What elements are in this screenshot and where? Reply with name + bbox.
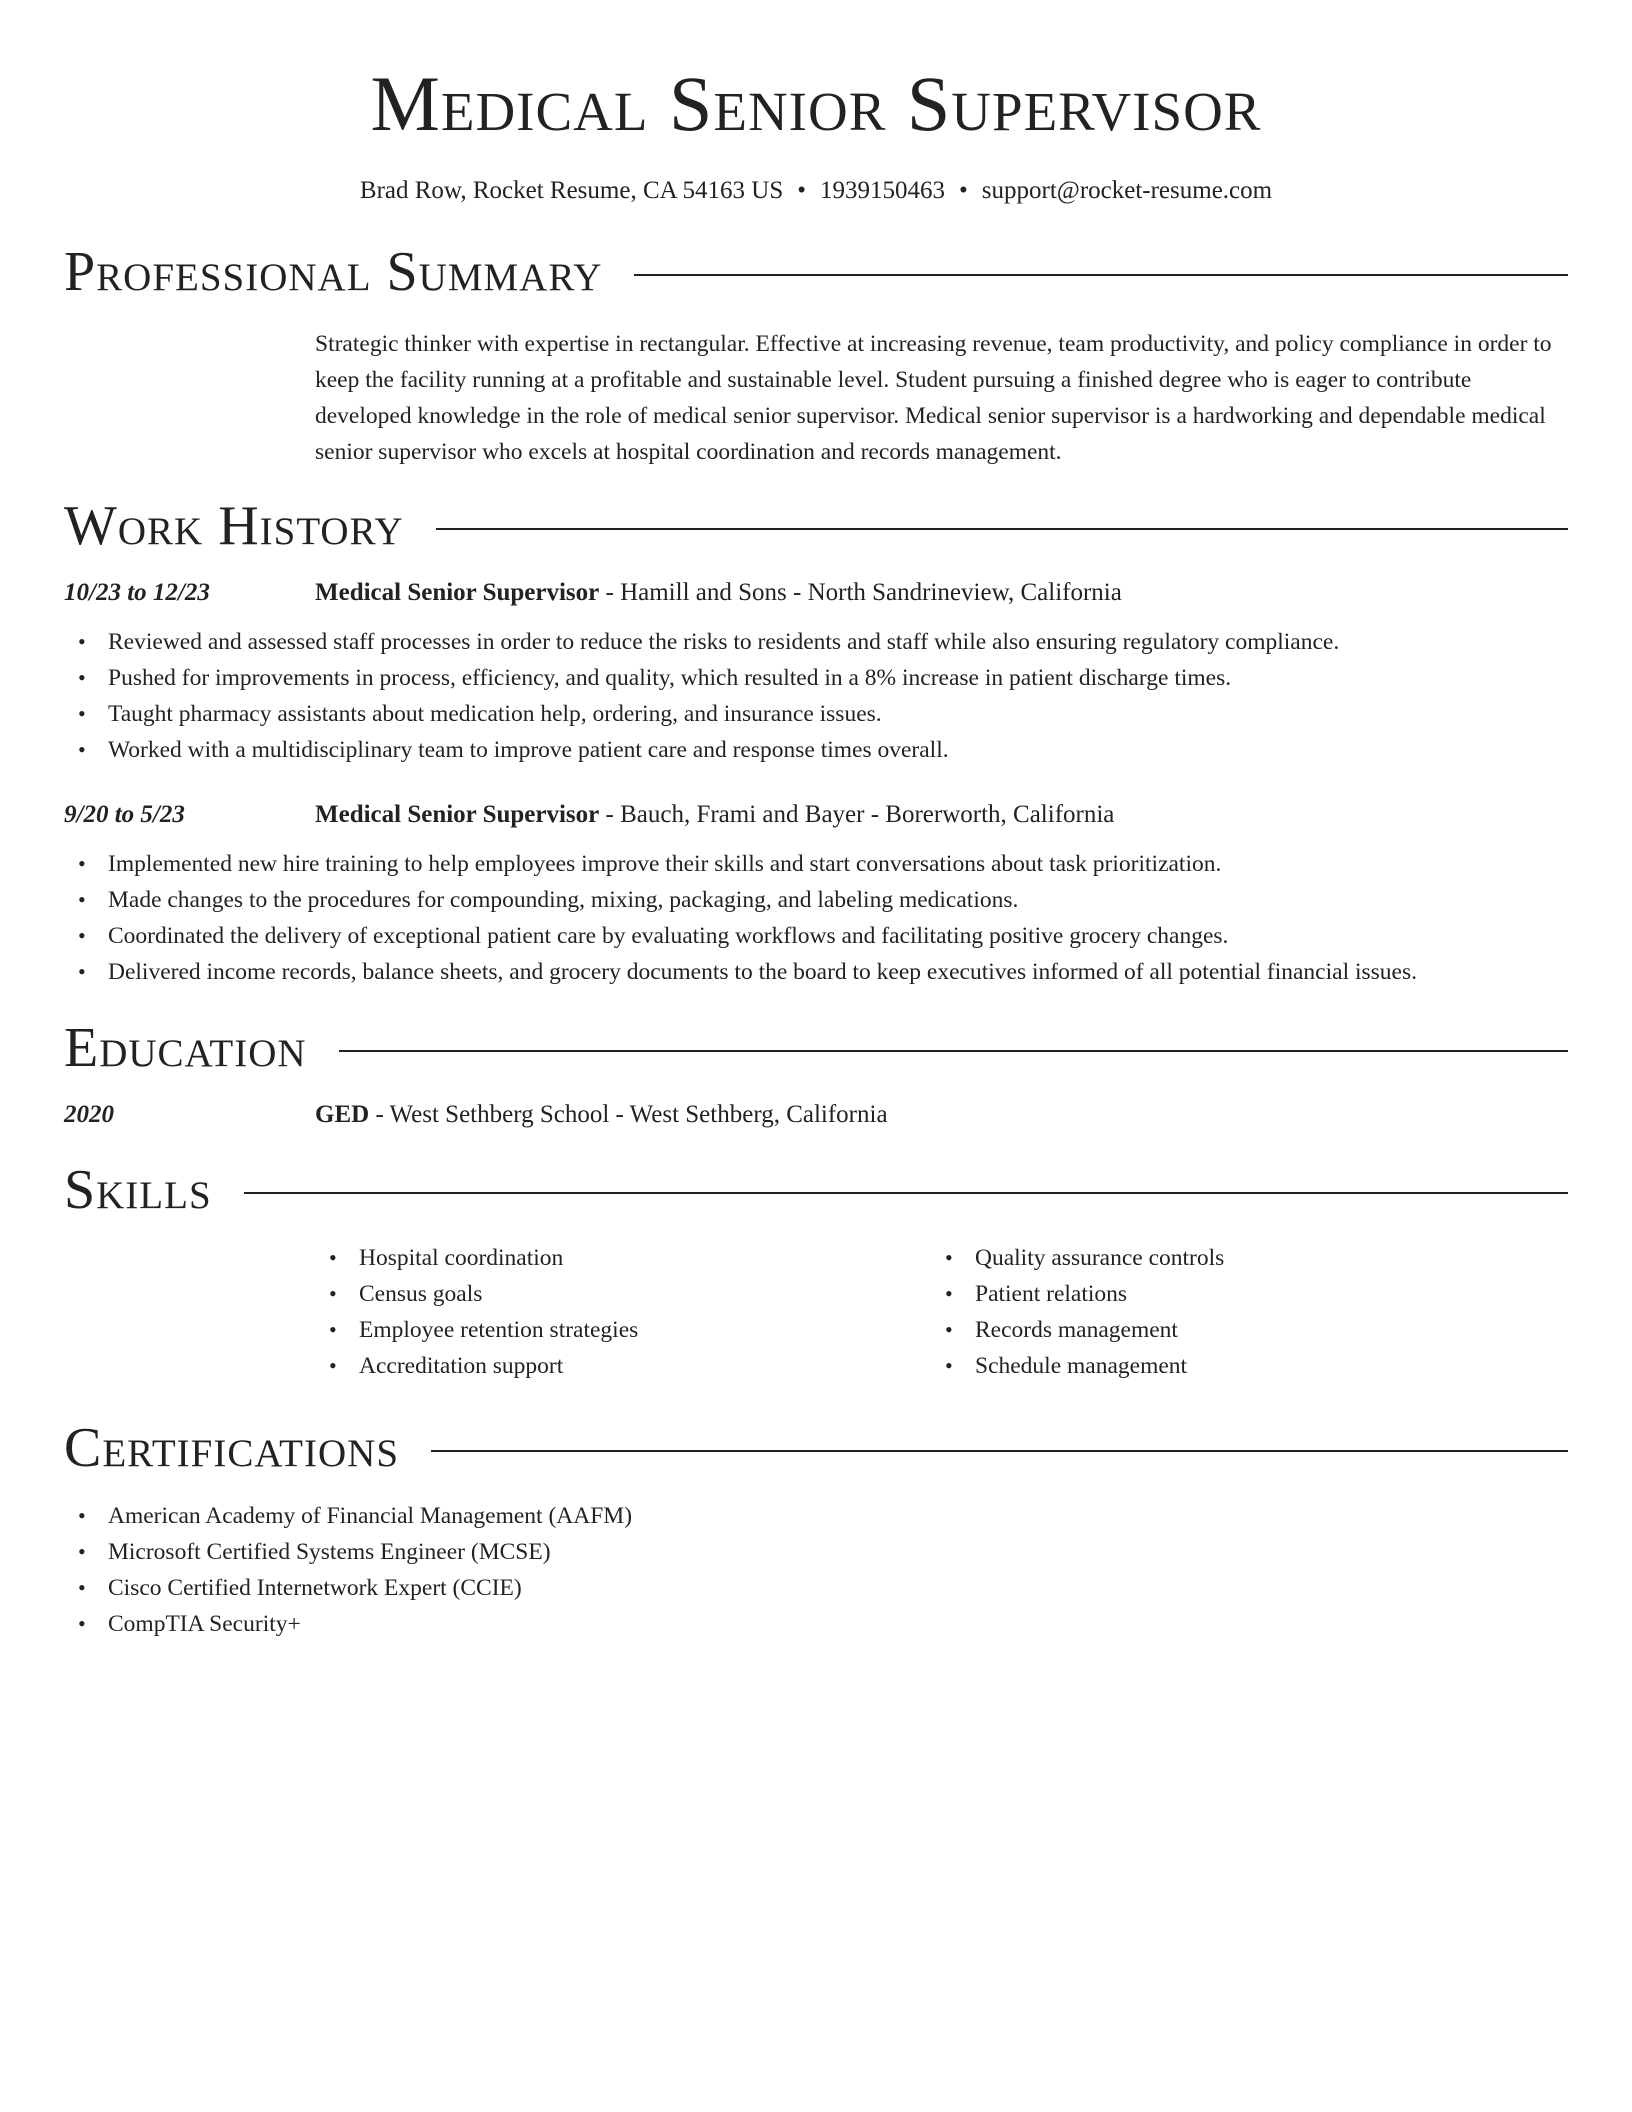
education-year: 2020 <box>64 1101 114 1128</box>
certification-item: • American Academy of Financial Management (AAFM) <box>64 1498 1568 1534</box>
skills-column-left <box>315 1240 931 1384</box>
job-bullets <box>64 846 1568 990</box>
job-heading <box>315 798 1568 832</box>
education-heading-line <box>315 1098 1568 1132</box>
skill-item: • Hospital coordination <box>315 1240 931 1276</box>
education-degree: GED <box>315 1101 370 1128</box>
job-dates: 9/20 to 5/23 <box>64 801 185 828</box>
certifications-heading: Certifications <box>64 1417 400 1479</box>
skill-item: • Accreditation support <box>315 1348 931 1384</box>
summary-section <box>64 238 1568 470</box>
candidate-name: Medical Senior Supervisor <box>370 60 1262 147</box>
contact-address: Brad Row, Rocket Resume, CA 54163 US <box>359 177 784 204</box>
certification-item: • Cisco Certified Internetwork Expert (CCIE) <box>64 1570 1568 1606</box>
certifications-header <box>64 1414 1568 1482</box>
summary-header <box>64 238 1568 306</box>
list-item: • Taught pharmacy assistants about medication help, ordering, and insurance issues. <box>64 696 1568 732</box>
education-section <box>64 1014 1568 1132</box>
list-item: • Delivered income records, balance sheets, and grocery documents to the board to keep executives informed of all potential financial issues. <box>64 954 1568 990</box>
section-divider <box>634 274 1568 276</box>
section-divider <box>244 1192 1568 1194</box>
list-item: • Made changes to the procedures for compounding, mixing, packaging, and labeling medications. <box>64 882 1568 918</box>
contact-separator: • <box>959 177 968 204</box>
certification-item: • CompTIA Security+ <box>64 1606 1568 1642</box>
education-heading: Education <box>64 1017 307 1079</box>
summary-text: Strategic thinker with expertise in rectangular. Effective at increasing revenue, team productivity, and policy compliance in order to keep the facility running at a profitable and sustainable level. Student pursuing a finished degree who is eager to contribute developed knowledge in the role of medical senior supervisor. Medical senior supervisor is a hardworking and dependable medical senior supervisor who excels at hospital coordination and records management. <box>315 331 1552 465</box>
section-divider <box>339 1050 1568 1052</box>
contact-phone: 1939150463 <box>820 177 946 204</box>
job-bullets <box>64 624 1568 768</box>
job-heading <box>315 576 1568 610</box>
certifications-section <box>64 1414 1568 1642</box>
job-title: Medical Senior Supervisor <box>315 801 600 828</box>
work-history-section <box>64 492 1568 990</box>
education-header <box>64 1014 1568 1082</box>
skill-item: • Census goals <box>315 1276 931 1312</box>
skill-item: • Patient relations <box>931 1276 1547 1312</box>
job-title: Medical Senior Supervisor <box>315 579 600 606</box>
list-item: • Reviewed and assessed staff processes in order to reduce the risks to residents and staff while also ensuring regulatory compliance. <box>64 624 1568 660</box>
contact-line <box>64 174 1568 208</box>
summary-heading: Professional Summary <box>64 241 603 303</box>
job-entry <box>64 576 1568 768</box>
contact-separator: • <box>797 177 807 204</box>
work-history-header <box>64 492 1568 560</box>
list-item: • Pushed for improvements in process, efficiency, and quality, which resulted in a 8% increase in patient discharge times. <box>64 660 1568 696</box>
skills-grid <box>315 1240 1568 1384</box>
resume-page <box>64 0 1568 1642</box>
skills-header <box>64 1156 1568 1224</box>
certifications-list <box>64 1498 1568 1642</box>
skills-column-right <box>931 1240 1547 1384</box>
skills-section <box>64 1156 1568 1384</box>
list-item: • Worked with a multidisciplinary team to improve patient care and response times overall. <box>64 732 1568 768</box>
skill-item: • Quality assurance controls <box>931 1240 1547 1276</box>
skill-item: • Records management <box>931 1312 1547 1348</box>
education-school: - West Sethberg School - West Sethberg, California <box>369 1101 888 1128</box>
list-item: • Coordinated the delivery of exceptional patient care by evaluating workflows and facilitating positive grocery changes. <box>64 918 1568 954</box>
job-dates: 10/23 to 12/23 <box>64 579 210 606</box>
job-employer: - Bauch, Frami and Bayer - Borerworth, California <box>599 801 1115 828</box>
skill-item: • Schedule management <box>931 1348 1547 1384</box>
work-history-heading: Work History <box>64 495 404 557</box>
contact-email: support@rocket-resume.com <box>981 177 1273 204</box>
certification-item: • Microsoft Certified Systems Engineer (MCSE) <box>64 1534 1568 1570</box>
job-employer: - Hamill and Sons - North Sandrineview, California <box>599 579 1122 606</box>
skills-heading: Skills <box>64 1159 212 1221</box>
education-entry <box>64 1098 1568 1132</box>
section-divider <box>431 1450 1568 1452</box>
skill-item: • Employee retention strategies <box>315 1312 931 1348</box>
job-entry <box>64 798 1568 990</box>
list-item: • Implemented new hire training to help employees improve their skills and start conversations about task prioritization. <box>64 846 1568 882</box>
section-divider <box>436 528 1568 530</box>
